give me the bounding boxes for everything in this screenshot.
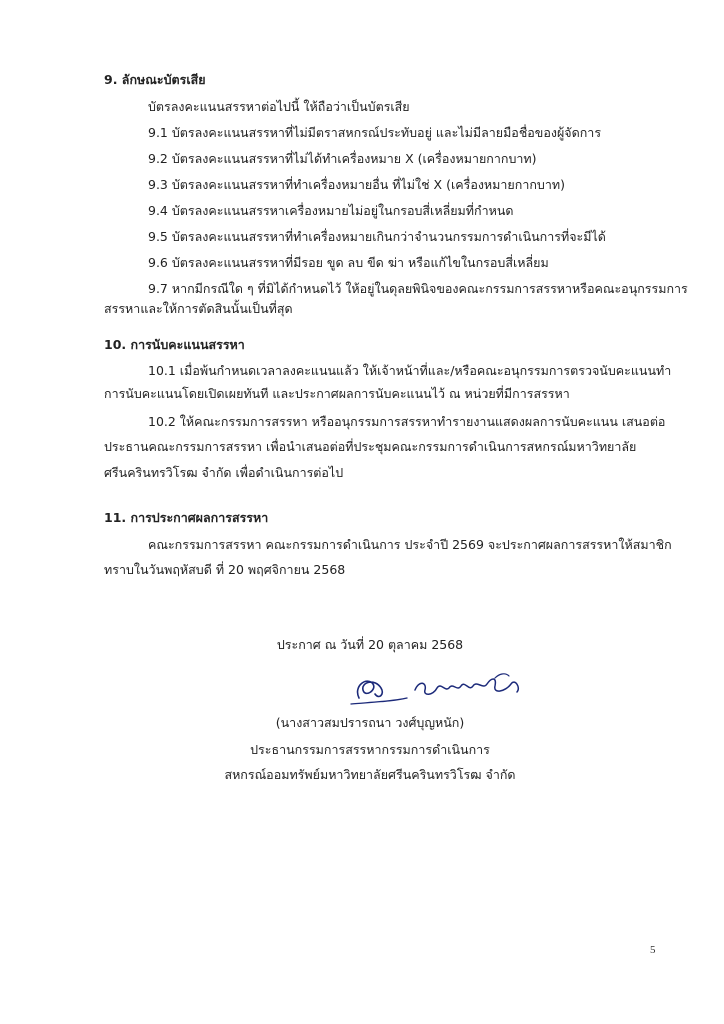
section-10-paragraph: 10.1 เมื่อพ้นกำหนดเวลาลงคะแนนแล้ว ให้เจ้าหน้าที่และ/หรือคณะอนุกรรมการตรวจนับคะแนนทำ bbox=[148, 363, 672, 378]
section-10-paragraph: ประธานคณะกรรมการสรรหา เพื่อนำเสนอต่อที่ประชุมคณะกรรมการดำเนินการสหกรณ์มหาวิทยาลัย bbox=[104, 439, 637, 454]
section-10-paragraph: ศรีนครินทรวิโรฒ จำกัด เพื่อดำเนินการต่อไป bbox=[104, 465, 344, 480]
section-9-intro: บัตรลงคะแนนสรรหาต่อไปนี้ ให้ถือว่าเป็นบัตรเสีย bbox=[148, 99, 410, 114]
section-9-item: 9.2 บัตรลงคะแนนสรรหาที่ไม่ได้ทำเครื่องหมาย X (เครื่องหมายกากบาท) bbox=[148, 151, 537, 166]
section-10-paragraph: การนับคะแนนโดยเปิดเผยทันที และประกาศผลการนับคะแนนไว้ ณ หน่วยที่มีการสรรหา bbox=[104, 386, 570, 401]
section-11-heading: 11. การประกาศผลการสรรหา bbox=[104, 510, 269, 525]
announcement-date: ประกาศ ณ วันที่ 20 ตุลาคม 2568 bbox=[276, 637, 464, 652]
section-9-item: 9.7 หากมีกรณีใด ๆ ที่มิได้กำหนดไว้ ให้อยู่ในดุลยพินิจของคณะกรรมการสรรหาหรือคณะอนุกรรมการ bbox=[148, 281, 688, 296]
signatory-title: ประธานกรรมการสรรหากรรมการดำเนินการ bbox=[250, 742, 490, 757]
section-11-paragraph: ทราบในวันพฤหัสบดี ที่ 20 พฤศจิกายน 2568 bbox=[104, 562, 346, 577]
section-9-item: 9.1 บัตรลงคะแนนสรรหาที่ไม่มีตราสหกรณ์ประทับอยู่ และไม่มีลายมือชื่อของผู้จัดการ bbox=[148, 125, 602, 140]
handwritten-signature bbox=[345, 668, 545, 710]
section-9-heading: 9. ลักษณะบัตรเสีย bbox=[104, 72, 206, 87]
section-9-item: 9.3 บัตรลงคะแนนสรรหาที่ทำเครื่องหมายอื่น ที่ไม่ใช่ X (เครื่องหมายกากบาท) bbox=[148, 177, 565, 192]
signatory-name: (นางสาวสมปรารถนา วงศ์บุญหนัก) bbox=[275, 715, 465, 730]
section-11-paragraph: คณะกรรมการสรรหา คณะกรรมการดำเนินการ ประจำปี 2569 จะประกาศผลการสรรหาให้สมาชิก bbox=[148, 537, 672, 552]
page-number: 5 bbox=[650, 944, 656, 956]
section-9-item: 9.4 บัตรลงคะแนนสรรหาเครื่องหมายไม่อยู่ในกรอบสี่เหลี่ยมที่กำหนด bbox=[148, 203, 514, 218]
section-9-item-cont: สรรหาและให้การตัดสินนั้นเป็นที่สุด bbox=[104, 301, 293, 316]
section-9-item: 9.6 บัตรลงคะแนนสรรหาที่มีรอย ขูด ลบ ขีด ฆ่า หรือแก้ไขในกรอบสี่เหลี่ยม bbox=[148, 255, 549, 270]
section-9-item: 9.5 บัตรลงคะแนนสรรหาที่ทำเครื่องหมายเกินกว่าจำนวนกรรมการดำเนินการที่จะมีได้ bbox=[148, 229, 606, 244]
section-10-heading: 10. การนับคะแนนสรรหา bbox=[104, 337, 245, 352]
signatory-organization: สหกรณ์ออมทรัพย์มหาวิทยาลัยศรีนครินทรวิโรฒ จำกัด bbox=[224, 767, 516, 782]
section-10-paragraph: 10.2 ให้คณะกรรมการสรรหา หรืออนุกรรมการสรรหาทำรายงานแสดงผลการนับคะแนน เสนอต่อ bbox=[148, 414, 666, 429]
